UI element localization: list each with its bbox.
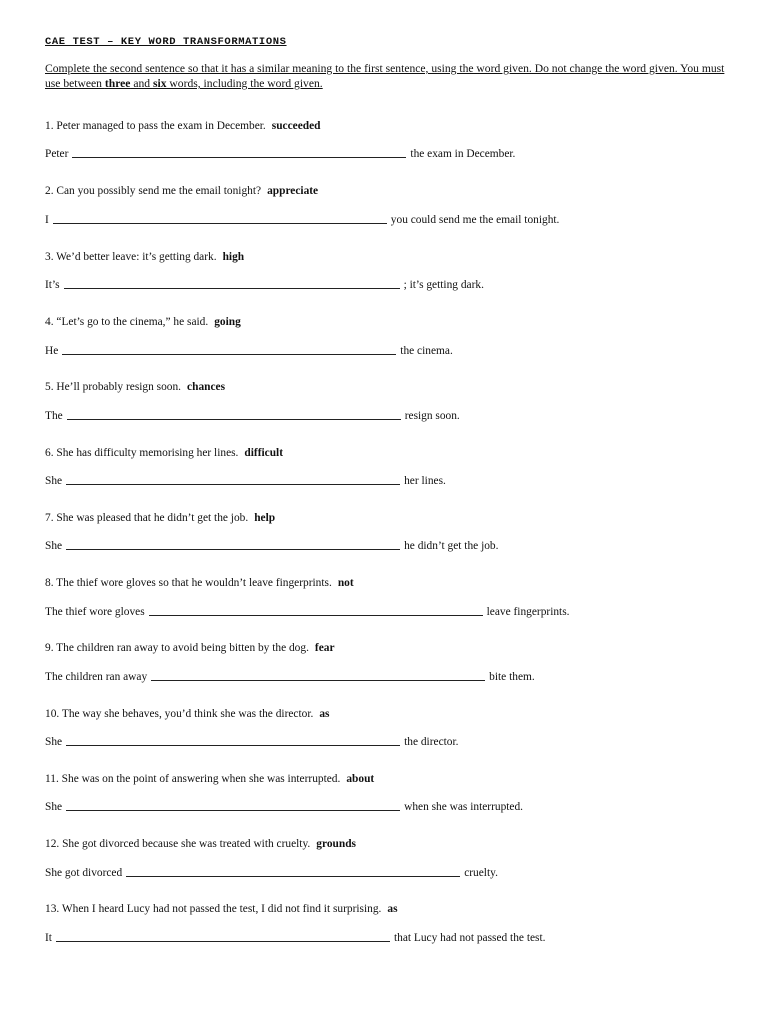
- question-text: 12. She got divorced because she was treated with cruelty.: [45, 838, 311, 850]
- key-word: succeeded: [271, 120, 321, 132]
- answer-blank[interactable]: [66, 744, 400, 746]
- answer-suffix: ; it’s getting dark.: [403, 279, 484, 291]
- instructions-three: three: [104, 77, 131, 90]
- key-word: fear: [314, 642, 335, 654]
- page-title: CAE TEST – KEY WORD TRANSFORMATIONS: [45, 36, 287, 48]
- answer-line-2: [45, 214, 559, 226]
- answer-prefix: She: [45, 736, 63, 748]
- question-text: 4. “Let’s go to the cinema,” he said.: [45, 316, 209, 328]
- answer-line-10: [45, 736, 459, 748]
- question-text: 13. When I heard Lucy had not passed the test, I did not find it surprising.: [45, 903, 382, 915]
- answer-prefix: The: [45, 410, 63, 422]
- answer-suffix: the cinema.: [400, 345, 453, 357]
- answer-line-3: [45, 279, 484, 291]
- answer-blank[interactable]: [56, 940, 390, 942]
- question-text: 10. The way she behaves, you’d think she was the director.: [45, 708, 314, 720]
- question-text: 1. Peter managed to pass the exam in December.: [45, 120, 266, 132]
- answer-suffix: when she was interrupted.: [404, 801, 524, 813]
- answer-line-11: [45, 801, 523, 813]
- answer-blank[interactable]: [53, 222, 387, 224]
- question-4: [45, 316, 241, 328]
- answer-suffix: the director.: [404, 736, 459, 748]
- answer-blank[interactable]: [62, 353, 396, 355]
- key-word: about: [346, 773, 375, 785]
- answer-line-6: [45, 475, 446, 487]
- answer-blank[interactable]: [64, 287, 400, 289]
- answer-suffix: that Lucy had not passed the test.: [393, 932, 546, 944]
- question-text: 5. He’ll probably resign soon.: [45, 381, 182, 393]
- question-text: 9. The children ran away to avoid being bitten by the dog.: [45, 642, 309, 654]
- answer-prefix: The children ran away: [45, 671, 148, 683]
- question-text: 3. We’d better leave: it’s getting dark.: [45, 251, 217, 263]
- question-1: [45, 120, 321, 132]
- answer-suffix: you could send me the email tonight.: [390, 214, 560, 226]
- answer-suffix: leave fingerprints.: [486, 606, 570, 618]
- answer-prefix: It’s: [45, 279, 60, 291]
- instructions-part1: Complete the second sentence so that it has a similar meaning to the first sentence, using the word given. Do not change the word given. You must use between: [45, 62, 725, 90]
- key-word: going: [214, 316, 241, 328]
- instructions-six: six: [152, 77, 167, 90]
- instructions-and: and: [130, 77, 153, 90]
- answer-prefix: It: [45, 932, 52, 944]
- answer-line-13: [45, 932, 546, 944]
- answer-blank[interactable]: [66, 809, 400, 811]
- answer-suffix: he didn’t get the job.: [404, 540, 499, 552]
- answer-prefix: She: [45, 475, 63, 487]
- key-word: high: [222, 251, 245, 263]
- answer-blank[interactable]: [126, 875, 460, 877]
- question-7: [45, 512, 275, 524]
- question-text: 2. Can you possibly send me the email tonight?: [45, 185, 262, 197]
- key-word: help: [254, 512, 276, 524]
- question-8: [45, 577, 354, 589]
- answer-blank[interactable]: [66, 483, 400, 485]
- key-word: as: [319, 708, 330, 720]
- answer-blank[interactable]: [151, 679, 485, 681]
- question-6: [45, 447, 283, 459]
- question-9: [45, 642, 335, 654]
- answer-suffix: cruelty.: [464, 867, 498, 879]
- question-text: 7. She was pleased that he didn’t get the job.: [45, 512, 249, 524]
- answer-blank[interactable]: [66, 548, 400, 550]
- question-text: 11. She was on the point of answering when she was interrupted.: [45, 773, 341, 785]
- key-word: chances: [187, 381, 226, 393]
- answer-suffix: the exam in December.: [410, 148, 516, 160]
- answer-prefix: She got divorced: [45, 867, 123, 879]
- key-word: appreciate: [267, 185, 319, 197]
- answer-suffix: bite them.: [489, 671, 535, 683]
- answer-prefix: Peter: [45, 148, 69, 160]
- question-3: [45, 251, 244, 263]
- question-10: [45, 708, 330, 720]
- instructions-part2: words, including the word given.: [166, 77, 323, 90]
- answer-line-8: [45, 606, 570, 618]
- answer-prefix: She: [45, 540, 63, 552]
- answer-prefix: She: [45, 801, 63, 813]
- instructions: [45, 61, 735, 91]
- question-text: 6. She has difficulty memorising her lines.: [45, 447, 239, 459]
- key-word: grounds: [316, 838, 356, 850]
- answer-blank[interactable]: [72, 156, 406, 158]
- question-12: [45, 838, 356, 850]
- answer-line-1: [45, 148, 515, 160]
- answer-line-7: [45, 540, 498, 552]
- answer-line-4: [45, 345, 453, 357]
- answer-suffix: resign soon.: [404, 410, 460, 422]
- question-text: 8. The thief wore gloves so that he wouldn’t leave fingerprints.: [45, 577, 332, 589]
- answer-line-5: [45, 410, 460, 422]
- answer-suffix: her lines.: [404, 475, 446, 487]
- question-5: [45, 381, 225, 393]
- answer-blank[interactable]: [149, 614, 483, 616]
- key-word: difficult: [244, 447, 284, 459]
- key-word: not: [337, 577, 354, 589]
- question-11: [45, 773, 374, 785]
- answer-blank[interactable]: [67, 418, 401, 420]
- question-2: [45, 185, 318, 197]
- answer-line-9: [45, 671, 535, 683]
- answer-line-12: [45, 867, 498, 879]
- answer-prefix: He: [45, 345, 59, 357]
- answer-prefix: I: [45, 214, 49, 226]
- key-word: as: [387, 903, 398, 915]
- question-13: [45, 903, 398, 915]
- answer-prefix: The thief wore gloves: [45, 606, 145, 618]
